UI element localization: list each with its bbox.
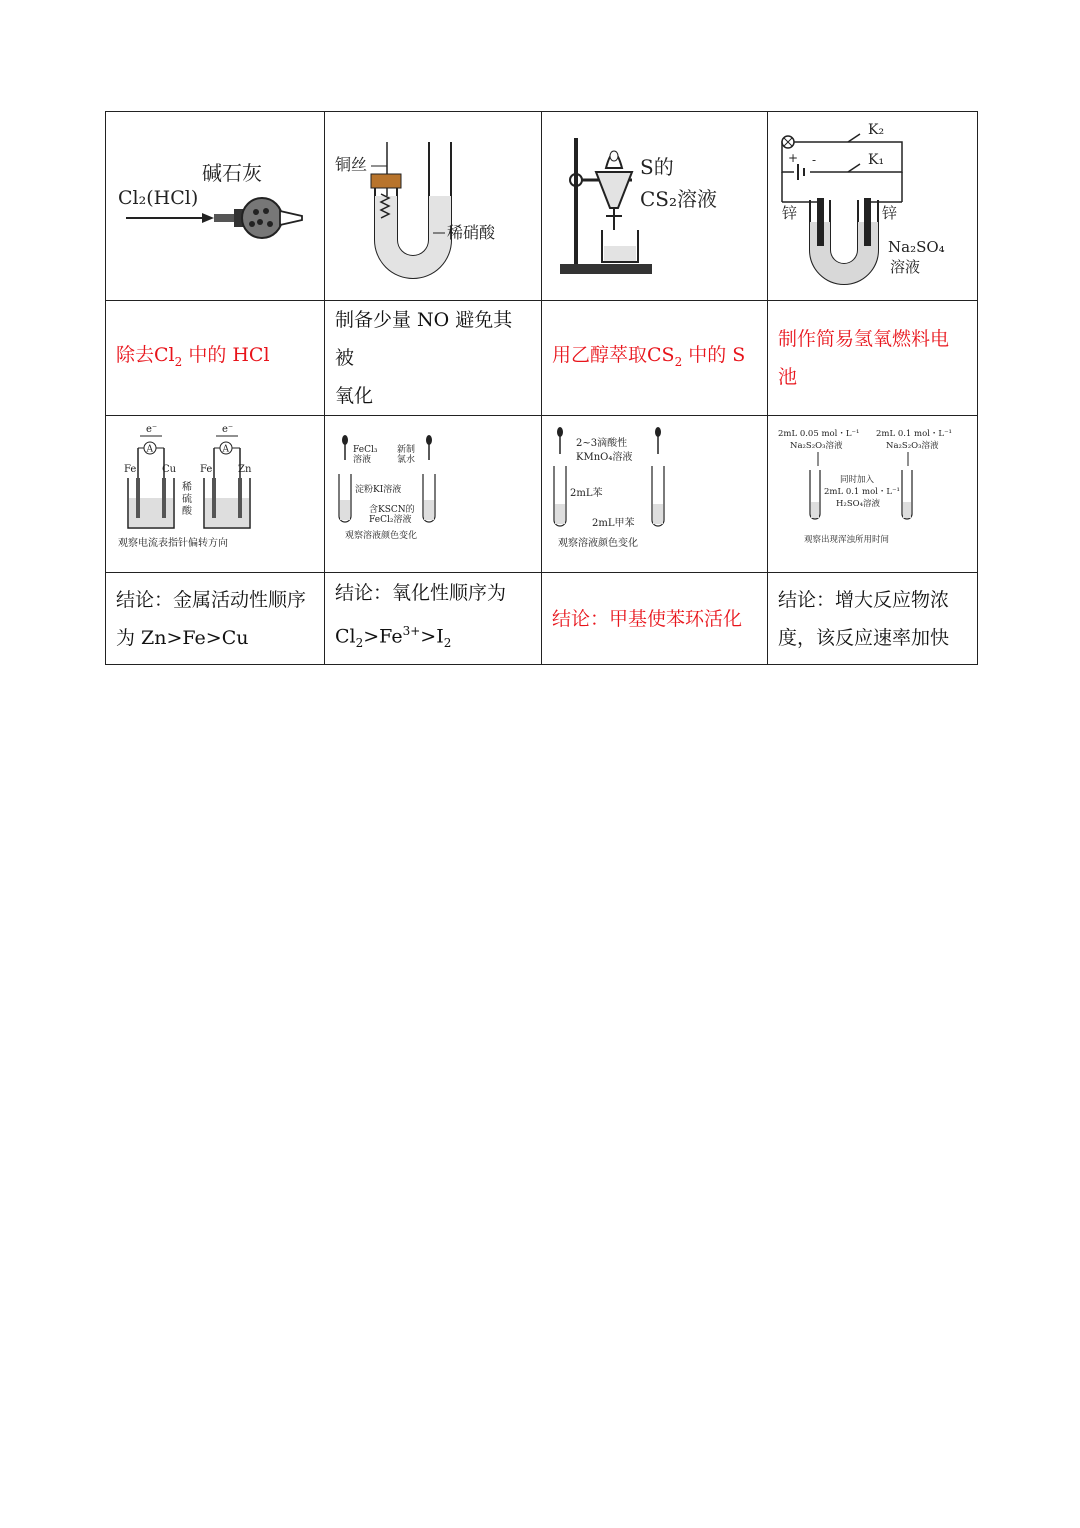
minus-sign: -	[812, 153, 817, 167]
figure-u-tube-copper	[325, 112, 542, 301]
purpose-a	[106, 301, 325, 416]
reagent-label: 碱石灰	[202, 161, 262, 185]
svg-text:溶液: 溶液	[353, 455, 372, 465]
caption-g: 观察溶液颜色变化	[558, 538, 638, 549]
purpose-d	[768, 301, 978, 416]
conclusion-c	[542, 573, 768, 665]
acid-label: 稀硝酸	[447, 223, 496, 242]
svg-text:2~3滴酸性: 2~3滴酸性	[576, 438, 628, 449]
purpose-a-text: 除去$Cl_2$ 中的 HCl	[116, 343, 270, 369]
svg-text:Na₂S₂O₃溶液: Na₂S₂O₃溶液	[790, 441, 843, 451]
copper-wire-label: 铜丝	[335, 155, 368, 174]
zinc-right-label: 锌	[882, 204, 898, 222]
svg-text:硫: 硫	[182, 494, 192, 505]
svg-text:2mL 0.1 mol・L⁻¹: 2mL 0.1 mol・L⁻¹	[824, 487, 900, 497]
conclusion-d	[768, 573, 978, 665]
figure-oxidation-order	[325, 416, 542, 573]
figure-separating-funnel	[542, 112, 768, 301]
conclusion-c-text: 结论：甲基使苯环活化	[552, 607, 743, 630]
conclusion-a-text: 结论：金属活动性顺序 为 Zn>Fe>Cu	[116, 588, 307, 649]
svg-text:含KSCN的: 含KSCN的	[369, 505, 415, 515]
switch-k2-label: K₂	[868, 122, 885, 138]
na2so4-label: Na₂SO₄	[888, 238, 945, 256]
solution-label: 溶液	[890, 258, 921, 276]
figure-drying-tube	[106, 112, 325, 301]
figure-toluene-test	[542, 416, 768, 573]
svg-text:e⁻: e⁻	[146, 424, 158, 435]
experiment-table	[105, 111, 978, 665]
conclusion-b-text: 结论：氧化性顺序为 $Cl_2>Fe^{3+}>I_2$	[335, 582, 507, 651]
cell-right	[200, 424, 252, 528]
purpose-b	[325, 301, 542, 416]
svg-text:2mL 0.05 mol・L⁻¹: 2mL 0.05 mol・L⁻¹	[778, 429, 860, 439]
svg-text:Zn: Zn	[238, 464, 252, 475]
figure-galvanic-cells	[106, 416, 325, 573]
caption-h: 观察出现浑浊所用时间	[804, 535, 890, 545]
svg-text:Cu: Cu	[162, 464, 177, 475]
svg-text:H₂SO₄溶液: H₂SO₄溶液	[836, 499, 881, 509]
svg-text:淀粉KI溶液: 淀粉KI溶液	[355, 485, 402, 495]
purpose-c	[542, 301, 768, 416]
svg-text:e⁻: e⁻	[222, 424, 234, 435]
svg-text:稀: 稀	[182, 482, 192, 493]
figure-fuel-cell	[768, 112, 978, 301]
svg-text:酸: 酸	[182, 506, 192, 517]
gas-label: Cl₂(HCl)	[118, 187, 199, 209]
svg-text:Fe: Fe	[200, 464, 213, 475]
svg-text:2mL甲苯: 2mL甲苯	[592, 518, 635, 529]
purpose-d-text: 制作简易氢氧燃料电 池	[778, 328, 950, 388]
cell-left	[124, 424, 177, 528]
svg-text:氯水: 氯水	[397, 455, 416, 465]
conclusion-b	[325, 573, 542, 665]
svg-text:KMnO₄溶液: KMnO₄溶液	[576, 452, 633, 463]
svg-text:FeCl₂溶液: FeCl₂溶液	[369, 515, 412, 525]
svg-text:FeCl₃: FeCl₃	[353, 445, 378, 455]
svg-text:A: A	[222, 444, 229, 455]
conclusion-d-text: 结论：增大反应物浓 度，该反应速率加快	[778, 588, 950, 649]
purpose-c-text: 用乙醇萃取$CS_2$ 中的 S	[552, 343, 746, 369]
svg-text:2mL 0.1 mol・L⁻¹: 2mL 0.1 mol・L⁻¹	[876, 429, 952, 439]
svg-text:Na₂S₂O₃溶液: Na₂S₂O₃溶液	[886, 441, 939, 451]
plus-sign: +	[788, 151, 799, 165]
svg-text:2mL苯: 2mL苯	[570, 488, 603, 499]
caption-e: 观察电流表指针偏转方向	[118, 538, 228, 549]
svg-text:同时加入: 同时加入	[840, 475, 875, 485]
purpose-b-text: 制备少量 NO 避免其被 氧化	[335, 309, 513, 407]
figure-rate-test	[768, 416, 978, 573]
cs2-solution-label: CS₂溶液	[640, 187, 718, 211]
svg-text:A: A	[146, 444, 153, 455]
caption-f: 观察溶液颜色变化	[345, 531, 418, 541]
svg-text:新制: 新制	[397, 445, 416, 455]
zinc-left-label: 锌	[782, 204, 798, 222]
svg-text:Fe: Fe	[124, 464, 137, 475]
sulfur-label: S的	[640, 155, 674, 179]
switch-k1-label: K₁	[868, 152, 885, 168]
conclusion-a	[106, 573, 325, 665]
